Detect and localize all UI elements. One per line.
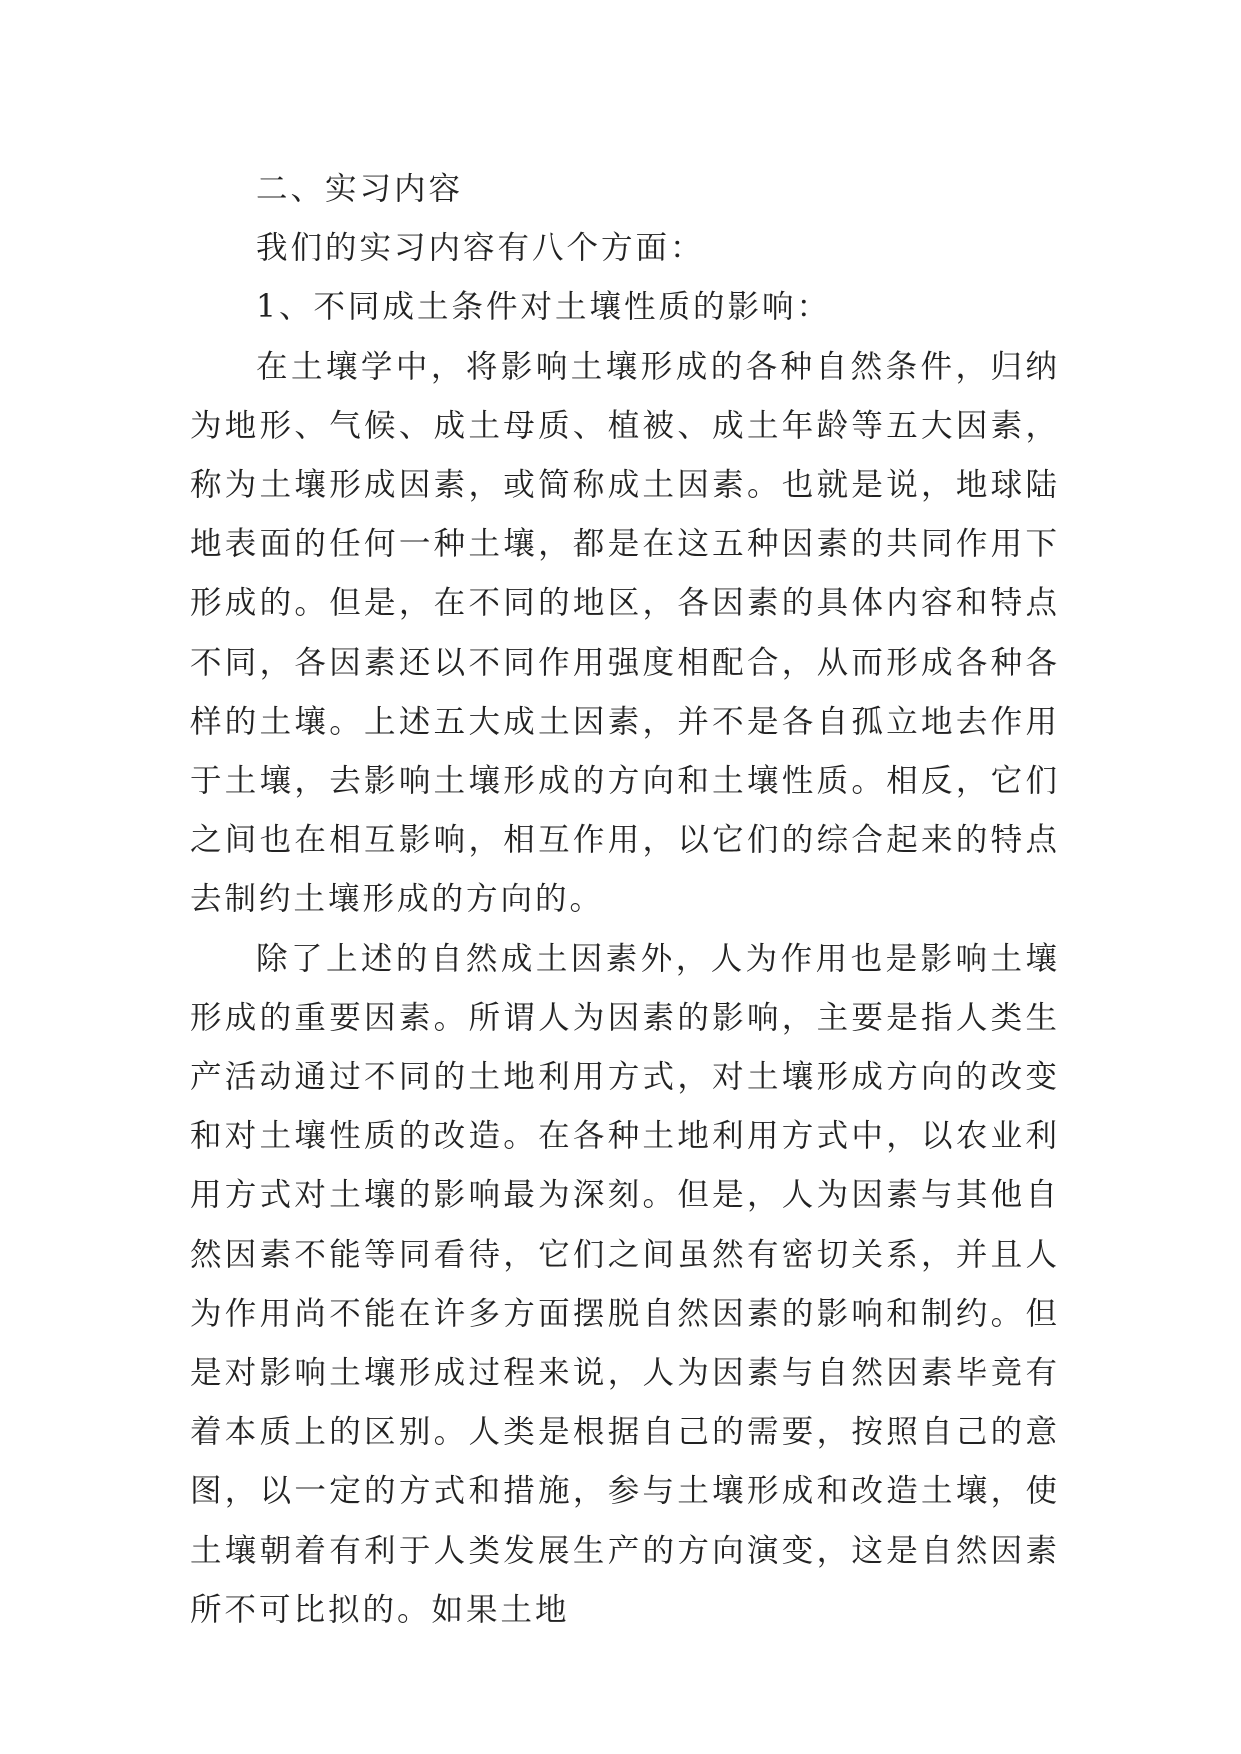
- document-body: [190, 160, 1060, 1640]
- section-heading: 二、实习内容: [256, 171, 464, 207]
- intro-line: 我们的实习内容有八个方面：: [256, 230, 705, 267]
- paragraph-2: 除了上述的自然成土因素外，人为作用也是影响土壤形成的重要因素。所谓人为因素的影响，主要是指人类生产活动通过不同的土地利用方式，对土壤形成方向的改变和对土壤性质的改造。在各种土地利用方式中，以农业利用方式对土壤的影响最为深刻。但是，人为因素与其他自然因素不能等同看待，它们之间虽然有密切关系，并且人为作用尚不能在许多方面摆脱自然因素的影响和制约。但是对影响土壤形成过程来说，人为因素与自然因素毕竟有着本质上的区别。人类是根据自己的需要，按照自己的意图，以一定的方式和措施，参与土壤形成和改造土壤，使土壤朝着有利于人类发展生产的方向演变，这是自然因素所不可比拟的。如果土地: [190, 940, 1060, 1628]
- item-title: 1、不同成土条件对土壤性质的影响：: [256, 289, 832, 326]
- paragraph-1: 在土壤学中，将影响土壤形成的各种自然条件，归纳为地形、气候、成土母质、植被、成土年龄等五大因素，称为土壤形成因素，或简称成土因素。也就是说，地球陆地表面的任何一种土壤，都是在这五种因素的共同作用下形成的。但是，在不同的地区，各因素的具体内容和特点不同，各因素还以不同作用强度相配合，从而形成各种各样的土壤。上述五大成土因素，并不是各自孤立地去作用于土壤，去影响土壤形成的方向和土壤性质。相反，它们之间也在相互影响，相互作用，以它们的综合起来的特点去制约土壤形成的方向的。: [190, 348, 1060, 918]
